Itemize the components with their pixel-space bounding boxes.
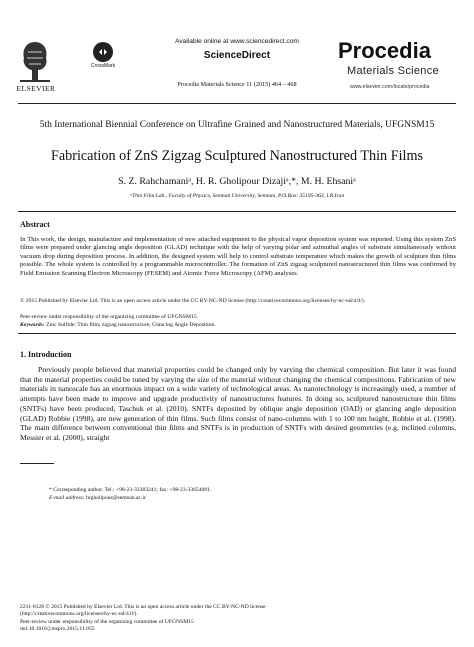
available-online: Available online at www.sciencedirect.com <box>175 38 299 45</box>
introduction-body: Previously people believed that material properties could be changed only by varying the chemical composition. But later it was found that the material properties could be tuned by varying the size of the material without changing the chemical compositions. Fabrication of new materials in nanoscale has an enormous impact on a wide variety of technological areas. As nanotechnology is increasingly used, a number of attempts have been made to improve and upgrade productivity of nanostructures features. In doing so, sculptured nanostructure thin films (SNTFs) have been produced, Taschuk et al. (2010). SNTFs deposited by oblique angle deposition (OAD) or glancing angle deposition (GLAD) Robbie (1998), are new generation of thin films. Such films consist of nano-columns with 1 to 100 nm height, Robbie et al. (1998). The main difference between conventional thin films and SNTFs is in production of SNTFs with desired geometries (e.g. inclined columns, Messier et al. (2000), straight <box>20 365 456 442</box>
journal-citation: Procedia Materials Science 11 (2015) 464 – 468 <box>177 81 297 88</box>
crossmark-label: CrossMark <box>90 63 116 69</box>
procedia-subtitle: Materials Science <box>347 65 439 77</box>
keywords <box>20 322 456 328</box>
abstract-top-rule <box>18 211 456 212</box>
corresponding-author: * Corresponding author. Tel.: +98-23-33383241; fax: +98-23-33654081. <box>49 487 212 493</box>
affiliation: ᵃThin Film Lab., Faculty of Physics, Semnan University, Semnan, P.O.Box: 35195-363, I.R.Iran <box>129 193 345 199</box>
header-rule <box>18 103 456 104</box>
procedia-wordmark: Procedia <box>338 38 431 63</box>
abstract-license: © 2015 Published by Elsevier Ltd. This is an open access article under the CC BY-NC-ND license (http://creativecommons.org/licenses/by-nc-nd/4.0/). <box>20 298 366 304</box>
introduction-heading: 1. Introduction <box>20 350 72 359</box>
elsevier-wordmark: ELSEVIER <box>16 84 56 93</box>
issn-line: 2211-8128 © 2015 Published by Elsevier Ltd. This is an open access article under the CC BY-NC-ND license <box>20 604 266 610</box>
bottom-info <box>20 604 456 634</box>
procedia-url[interactable]: www.elsevier.com/locate/procedia <box>350 84 430 90</box>
authors: S. Z. Rahchamaniᵃ, H. R. Gholipour Dizajiᵃ,*, M. H. Ehsaniᵃ <box>118 176 356 187</box>
abstract-heading: Abstract <box>20 220 50 229</box>
email-label: E-mail address: <box>49 495 85 501</box>
paper-title: Fabrication of ZnS Zigzag Sculptured Nanostructured Thin Films <box>50 148 424 164</box>
conference-name: 5th International Biennial Conference on Ultrafine Grained and Nanostructured Materials, UFGNSM15 <box>39 120 435 130</box>
footnote-rule <box>20 463 54 464</box>
abstract-peer-review: Peer-review under responsibility of the organizing committee of UFGNSM15 <box>20 314 197 320</box>
email-line <box>49 495 146 501</box>
doi[interactable]: doi:10.1016/j.mspro.2015.11.055 <box>20 626 95 633</box>
license-url[interactable]: (http://creativecommons.org/licenses/by-nc-nd/4.0/). <box>20 611 138 618</box>
email-address[interactable]: hrgholipour@semnan.ac.ir <box>84 495 146 501</box>
abstract-bottom-rule <box>18 333 456 334</box>
abstract-body: In This work, the design, manufacture and implementation of new attached equipment to the physical vapor deposition system was reported. Using this system ZnS films were prepared under glancing angle deposition (GLAD) technique with the help of varying polar and azimuthal angles of substrate simultaneously without vacuum drop during deposition process. In addition, the designed system will help to control substrate temperature which makes the growth of sculpture thin films possible. The whole system is controlled by a programmable microcontroller. The formation of ZnS zigzag sculptured nanostructured thin films was confirmed by Field Emission Scanning Electron Microscopy (FESEM) and Atomic Force Microscopy (AFM) analyses. <box>20 236 456 277</box>
keywords-list: Zinc Sulfide; Thin film; zigzag nanostructure; Glancing Angle Deposition. <box>44 322 216 328</box>
sciencedirect-wordmark[interactable]: ScienceDirect <box>203 50 271 61</box>
keywords-label: Keywords: <box>20 322 45 328</box>
bottom-peer-review: Peer-review under responsibility of the organizing committee of UFGNSM15 <box>20 618 194 625</box>
